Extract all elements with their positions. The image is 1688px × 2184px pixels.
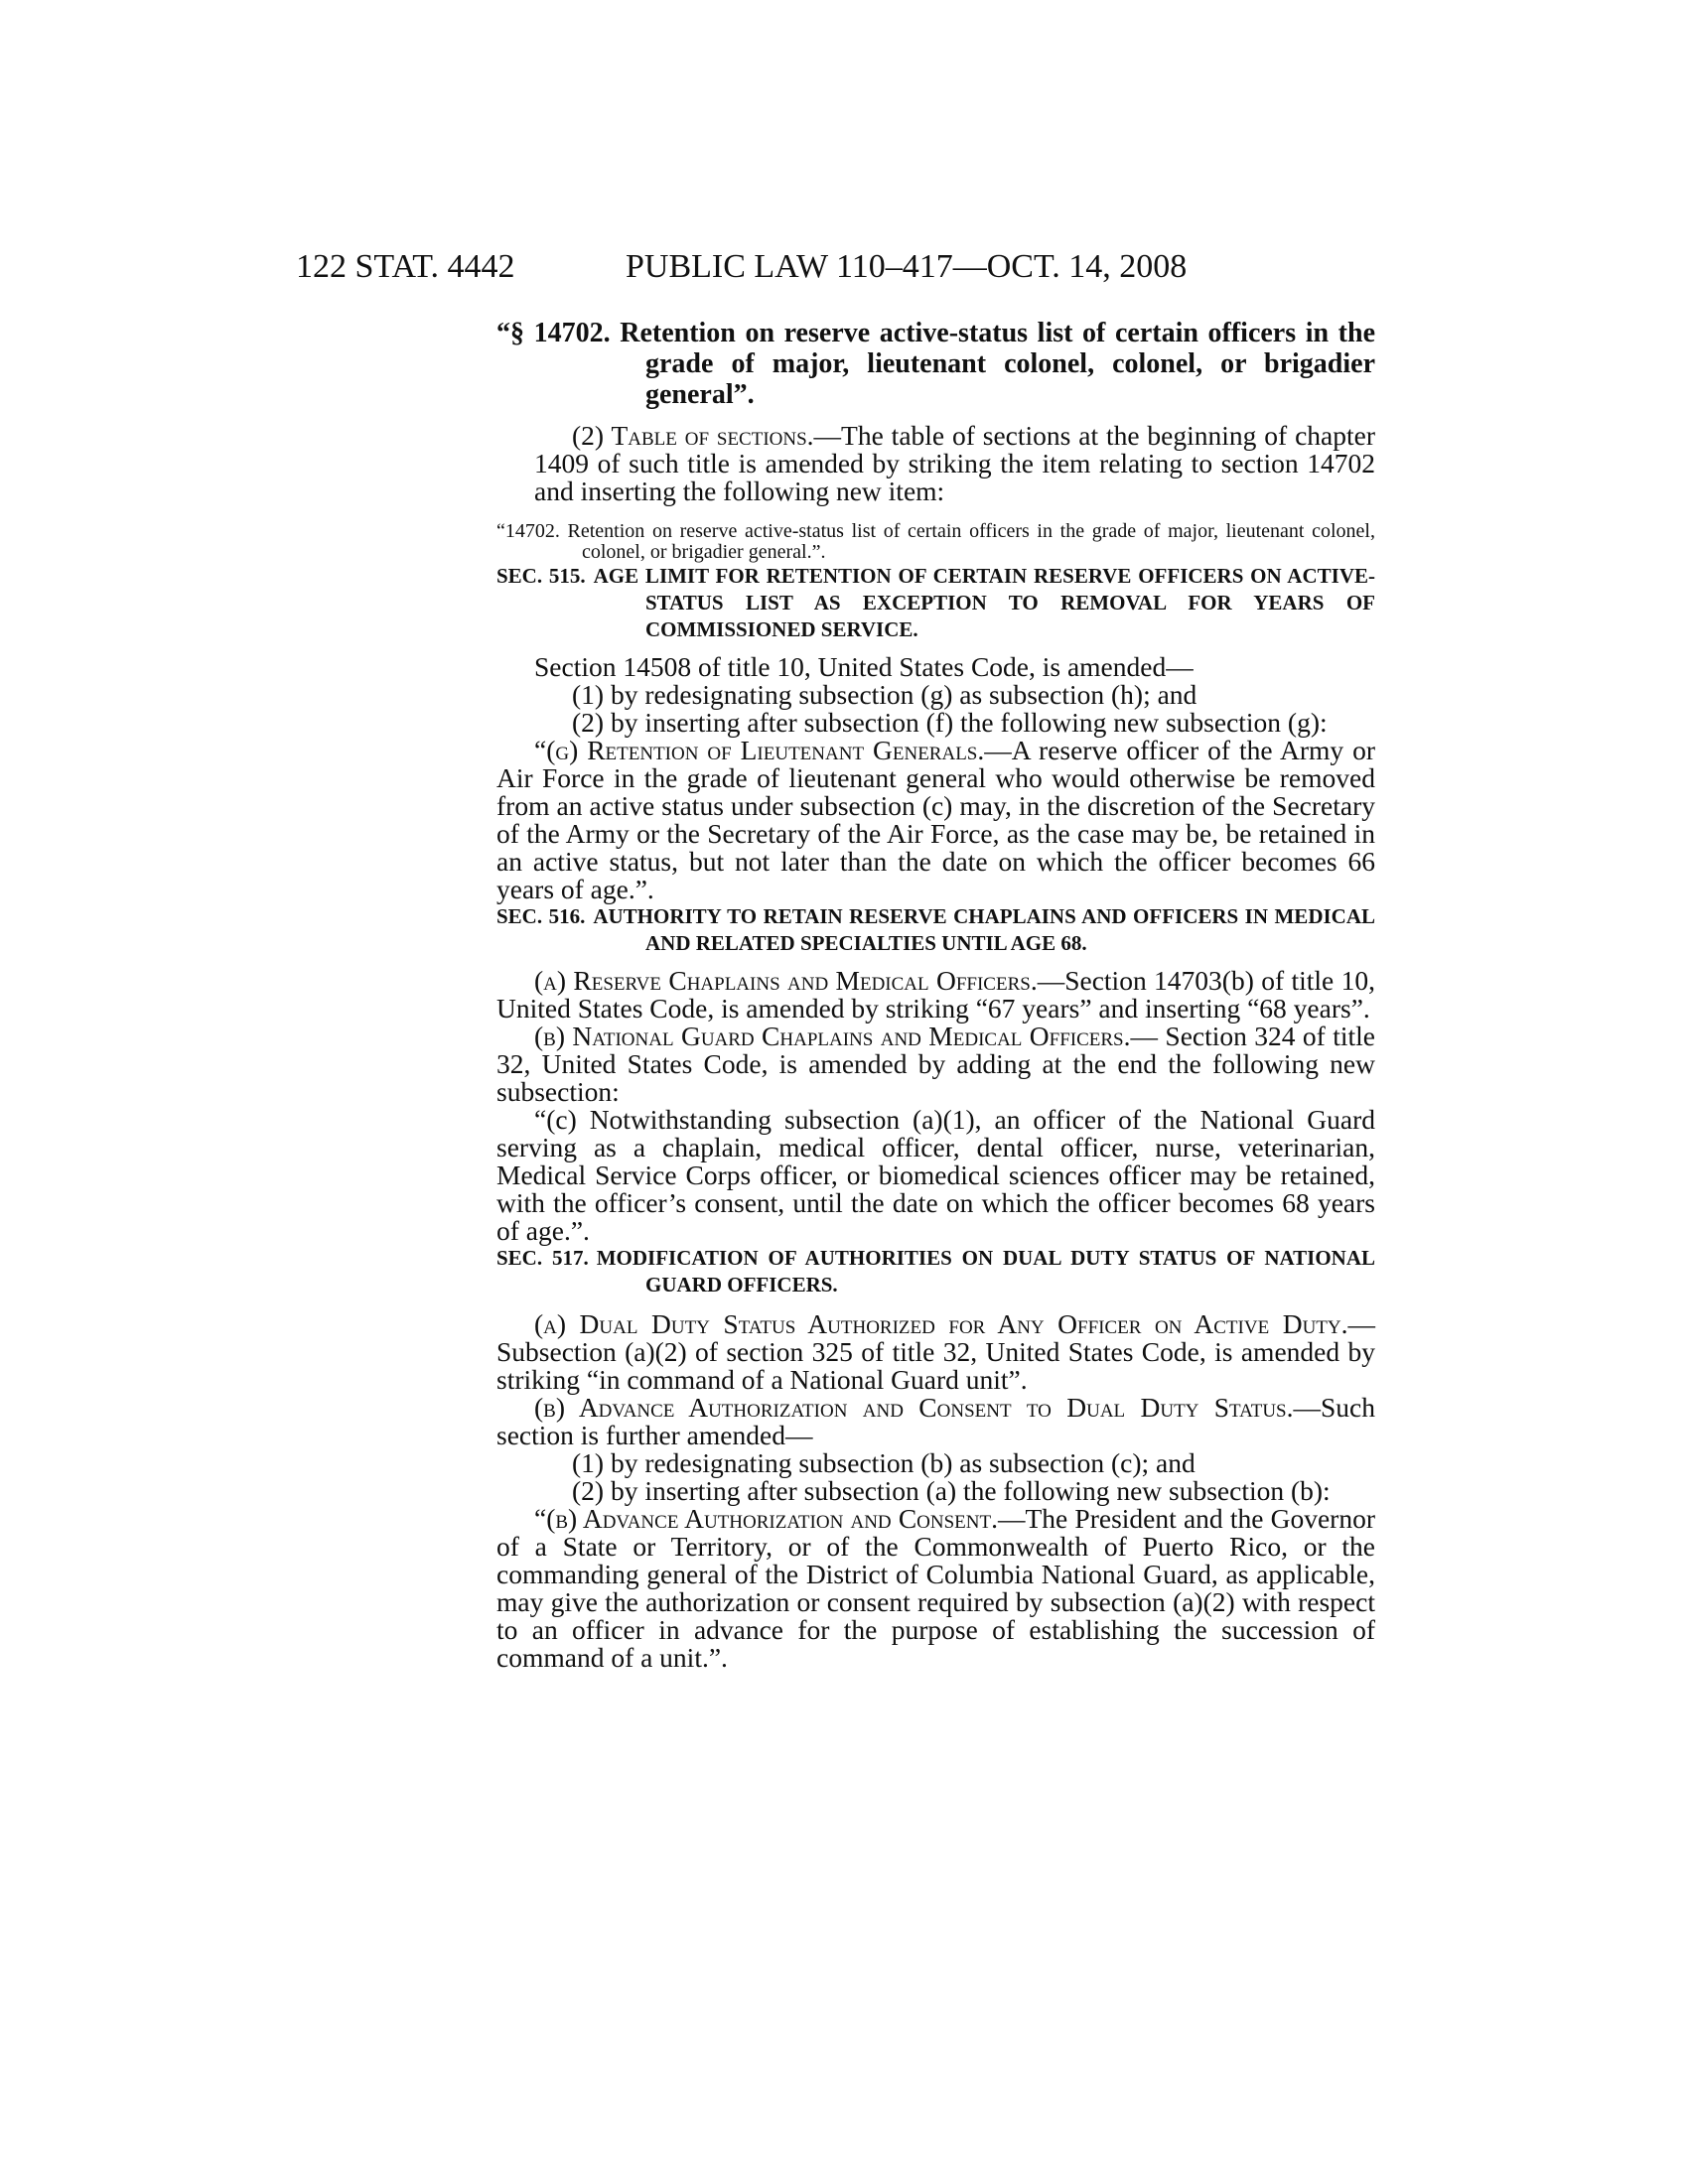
sec-516-heading bbox=[496, 903, 1375, 957]
sec-517-heading bbox=[496, 1245, 1375, 1298]
sec-517-subsection-b bbox=[496, 1394, 1375, 1449]
sec-515-intro: Section 14508 of title 10, United States Code, is amended— bbox=[534, 651, 1194, 682]
table-of-sections-text: —The table of sections at the beginning of chapter 1409 of such title is amended by striking the item relating to section 14702 and inserting the following new item: bbox=[534, 420, 1375, 506]
sec-515-subsection-g bbox=[496, 737, 1375, 903]
sec-515-item-2: (2) by inserting after subsection (f) the following new subsection (g): bbox=[572, 707, 1328, 738]
table-of-sections-label: (2) Table of sections. bbox=[572, 420, 814, 451]
sec-516-number: SEC. 516. bbox=[496, 904, 586, 928]
sec-517-quote-label: “(b) Advance Authorization and Consent. bbox=[534, 1503, 998, 1534]
sec-517-a-text: —Subsection (a)(2) of section 325 of title 32, United States Code, is amended by striking “in command of a National Guard unit”. bbox=[496, 1308, 1375, 1395]
sec-516-subsection-b bbox=[496, 1023, 1375, 1106]
stat-page-number: 122 STAT. 4442 bbox=[296, 248, 515, 285]
sec-516-a-text: —Section 14703(b) of title 10, United States Code, is amended by striking “67 years” and inserting “68 years”. bbox=[496, 965, 1375, 1024]
sec-516-b-text: — Section 324 of title 32, United States Code, is amended by adding at the end the following new subsection: bbox=[496, 1021, 1376, 1107]
sec-517-b-text: —Such section is further amended— bbox=[496, 1392, 1375, 1450]
section-14702-heading bbox=[496, 318, 1375, 410]
sec-515-number: SEC. 515. bbox=[496, 564, 586, 588]
sec-517-b-label: (b) Advance Authorization and Consent to Dual Duty Status. bbox=[534, 1392, 1294, 1423]
sec-516-a-label: (a) Reserve Chaplains and Medical Officers. bbox=[534, 965, 1038, 996]
sec-515-heading bbox=[496, 563, 1375, 643]
sec-517-quoted-subsection-b bbox=[496, 1505, 1375, 1672]
sec-515-g-label: “(g) Retention of Lieutenant Generals. bbox=[534, 735, 985, 765]
sec-515-g-text: —A reserve officer of the Army or Air Force in the grade of lieutenant general who would otherwise be removed from an active status under subsection (c) may, in the discretion of the Secretary of the Army or the Secretary of the Air Force, as the case may be, be retained in an active status, but not later than the date on which the officer becomes 66 years of age.”. bbox=[496, 735, 1375, 904]
section-14702-number: “§ 14702. bbox=[496, 318, 611, 348]
sec-516-b-label: (b) National Guard Chaplains and Medical Officers. bbox=[534, 1021, 1131, 1051]
table-of-sections-paragraph bbox=[496, 422, 1375, 505]
sec-515-item-1: (1) by redesignating subsection (g) as subsection (h); and bbox=[572, 679, 1197, 710]
sec-517-item-2: (2) by inserting after subsection (a) the following new subsection (b): bbox=[572, 1475, 1331, 1506]
sec-515-title: AGE LIMIT FOR RETENTION OF CERTAIN RESERVE OFFICERS ON ACTIVE-STATUS LIST AS EXCEPTION TO REMOVAL FOR YEARS OF COMMISSIONED SERVICE. bbox=[593, 564, 1375, 641]
sec-517-quote-text: —The President and the Governor of a State or Territory, or of the Commonwealth of Puerto Rico, or the commanding general of the District of Columbia National Guard, as applicable, may give the authorization or consent required by subsection (a)(2) with respect to an officer in advance for the purpose of establishing the succession of command of a unit.”. bbox=[496, 1503, 1375, 1673]
sec-517-a-label: (a) Dual Duty Status Authorized for Any Officer on Active Duty. bbox=[534, 1308, 1348, 1339]
table-of-sections-item: “14702. Retention on reserve active-status list of certain officers in the grade of major, lieutenant colonel, colonel, or brigadier general.”. bbox=[496, 520, 1375, 563]
sec-517-title: MODIFICATION OF AUTHORITIES ON DUAL DUTY STATUS OF NATIONAL GUARD OFFICERS. bbox=[596, 1246, 1375, 1297]
sec-517-item-1: (1) by redesignating subsection (b) as subsection (c); and bbox=[572, 1447, 1196, 1478]
sec-516-subsection-a bbox=[496, 967, 1375, 1023]
section-14702-title: Retention on reserve active-status list of certain officers in the grade of major, lieutenant colonel, colonel, or brigadier general”. bbox=[620, 318, 1376, 410]
sec-516-title: AUTHORITY TO RETAIN RESERVE CHAPLAINS AND OFFICERS IN MEDICAL AND RELATED SPECIALTIES UNTIL AGE 68. bbox=[593, 904, 1375, 955]
public-law-citation: PUBLIC LAW 110–417—OCT. 14, 2008 bbox=[626, 248, 1188, 285]
sec-516-subsection-c: “(c) Notwithstanding subsection (a)(1), an officer of the National Guard serving as a chaplain, medical officer, dental officer, nurse, veterinarian, Medical Service Corps officer, or biomedical sciences officer may be retained, with the officer’s consent, until the date on which the officer becomes 68 years of age.”. bbox=[496, 1104, 1375, 1246]
sec-517-subsection-a bbox=[496, 1310, 1375, 1394]
sec-517-number: SEC. 517. bbox=[496, 1246, 589, 1270]
document-body bbox=[496, 318, 1375, 1672]
